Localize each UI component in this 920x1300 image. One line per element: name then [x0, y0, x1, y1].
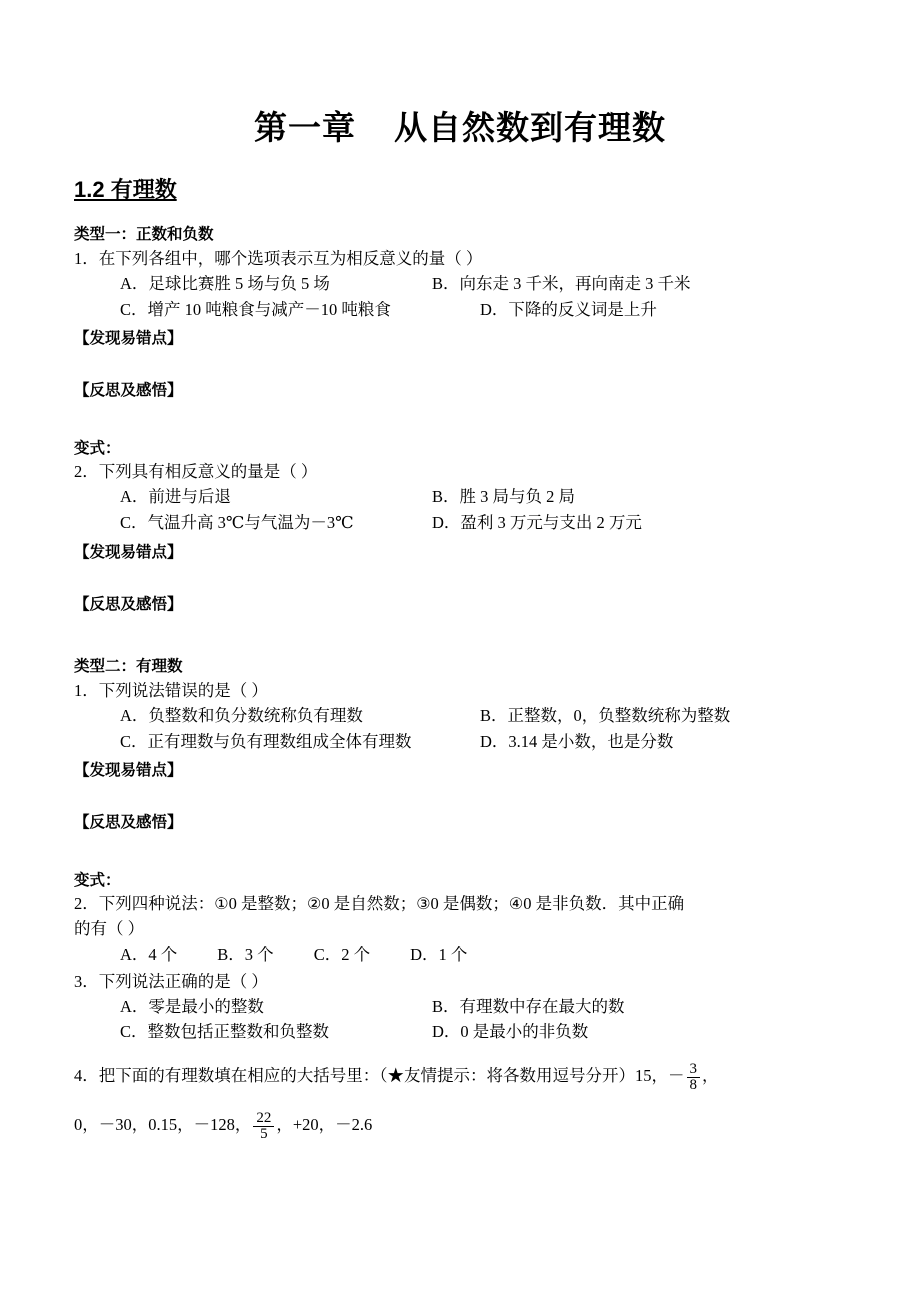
fraction-three-eighths	[687, 1062, 701, 1095]
question-5-option-b: B．有理数中存在最大的数	[432, 996, 625, 1016]
variant-label-1: 变式：	[74, 440, 121, 458]
question-2-option-c: C．气温升高 3℃与气温为－3℃	[120, 513, 354, 533]
question-4-option-d: D．1 个	[410, 945, 468, 965]
question-2-stem: 2．下列具有相反意义的量是（ ）	[74, 462, 318, 482]
question-1-option-a: A．足球比赛胜 5 场与负 5 场	[120, 273, 330, 293]
answer-space-6	[74, 832, 846, 866]
question-2-options-row-1	[74, 485, 846, 510]
question-4-option-a: A．4 个	[120, 945, 178, 965]
question-4-option-c: C．2 个	[313, 945, 371, 965]
question-1-options-row-1	[74, 272, 846, 297]
answer-space-3	[74, 562, 846, 588]
fraction-denominator: 8	[689, 1077, 697, 1094]
fraction-denominator-2: 5	[260, 1126, 268, 1143]
question-4-stem	[74, 892, 846, 917]
fraction-numerator: 3	[687, 1062, 701, 1079]
answer-space-2	[74, 400, 846, 434]
question-4-options-row	[74, 943, 846, 968]
question-3-options-row-2	[74, 730, 846, 755]
question-6-numbers-b: ，+20，－2.6	[276, 1115, 373, 1135]
question-2-option-a: A．前进与后退	[120, 487, 231, 507]
answer-space-1	[74, 348, 846, 374]
variant-label-2: 变式：	[74, 872, 121, 890]
question-3-stem: 1．下列说法错误的是（ ）	[74, 680, 268, 700]
reflection-label-2: 【反思及感悟】	[74, 595, 183, 613]
page-title-sub: 从自然数到有理数	[394, 109, 666, 146]
question-5-options-row-2	[74, 1020, 846, 1045]
question-5-options-row-1	[74, 995, 846, 1020]
question-4-item-2: 0 是自然数；	[321, 894, 417, 914]
question-3-option-d: D．3.14 是小数，也是分数	[480, 731, 674, 751]
question-6-stem	[74, 1059, 846, 1094]
page-title	[74, 86, 846, 149]
circled-number-4: ④	[508, 896, 524, 914]
question-6-text-before: 4．把下面的有理数填在相应的大括号里：（★友情提示：将各数用逗号分开）15，	[74, 1066, 668, 1086]
question-1-option-b: B．向东走 3 千米，再向南走 3 千米	[432, 273, 691, 293]
type-heading-1: 类型一：正数和负数	[74, 226, 214, 243]
question-5-stem: 3．下列说法正确的是（ ）	[74, 971, 268, 991]
circled-number-1: ①	[214, 896, 229, 914]
section-title: 1.2 有理数	[74, 177, 177, 202]
question-4-item-3: 0 是偶数；	[430, 894, 509, 914]
error-point-label-2: 【发现易错点】	[74, 543, 183, 561]
question-3-option-c: C．正有理数与负有理数组成全体有理数	[120, 731, 412, 751]
question-1-option-c: C．增产 10 吨粮食与减产－10 吨粮食	[120, 299, 391, 319]
question-2-option-b: B．胜 3 局与负 2 局	[432, 487, 576, 507]
circled-number-2: ②	[306, 896, 322, 914]
question-4-stem-part-2: 的有（ ）	[74, 919, 145, 939]
reflection-label-1: 【反思及感悟】	[74, 382, 183, 400]
fraction-twentytwo-fifths	[253, 1111, 274, 1144]
type-heading-2: 类型二：有理数	[74, 657, 183, 675]
question-1-options-row-2	[74, 298, 846, 323]
reflection-label-3: 【反思及感悟】	[74, 814, 183, 832]
circled-number-3: ③	[416, 896, 431, 914]
question-2-option-d: D．盈利 3 万元与支出 2 万元	[432, 513, 642, 533]
question-4-item-1: 0 是整数；	[228, 894, 307, 914]
question-6-numbers-a: 0，－30，0.15，－128，	[74, 1115, 252, 1135]
question-5-option-d: D．0 是最小的非负数	[432, 1022, 589, 1042]
question-6-numbers-line-2	[74, 1108, 846, 1143]
question-4-option-b: B．3 个	[217, 945, 274, 965]
question-5-option-a: A．零是最小的整数	[120, 996, 264, 1016]
question-2-options-row-2	[74, 511, 846, 536]
question-6-comma: ，	[702, 1066, 719, 1086]
question-4-stem-part-1: 2．下列四种说法：	[74, 894, 215, 914]
question-1-option-d: D．下降的反义词是上升	[480, 299, 657, 319]
error-point-label-1: 【发现易错点】	[74, 330, 183, 348]
answer-space-5	[74, 780, 846, 806]
fraction-numerator-2: 22	[253, 1111, 274, 1128]
question-1-stem: 1．在下列各组中，哪个选项表示互为相反意义的量（ ）	[74, 249, 483, 268]
question-3-option-b: B．正整数，0，负整数统称为整数	[480, 705, 731, 725]
question-3-options-row-1	[74, 704, 846, 729]
question-5-option-c: C．整数包括正整数和负整数	[120, 1022, 330, 1042]
section-title-wrap	[74, 159, 846, 212]
error-point-label-3: 【发现易错点】	[74, 762, 183, 780]
question-6-minus-sign: －	[668, 1066, 685, 1086]
answer-space-4	[74, 614, 846, 644]
page-title-main: 第一章	[254, 109, 356, 146]
question-4-item-4: 0 是非负数．其中正确	[523, 894, 685, 914]
question-3-option-a: A．负整数和负分数统称负有理数	[120, 705, 363, 725]
